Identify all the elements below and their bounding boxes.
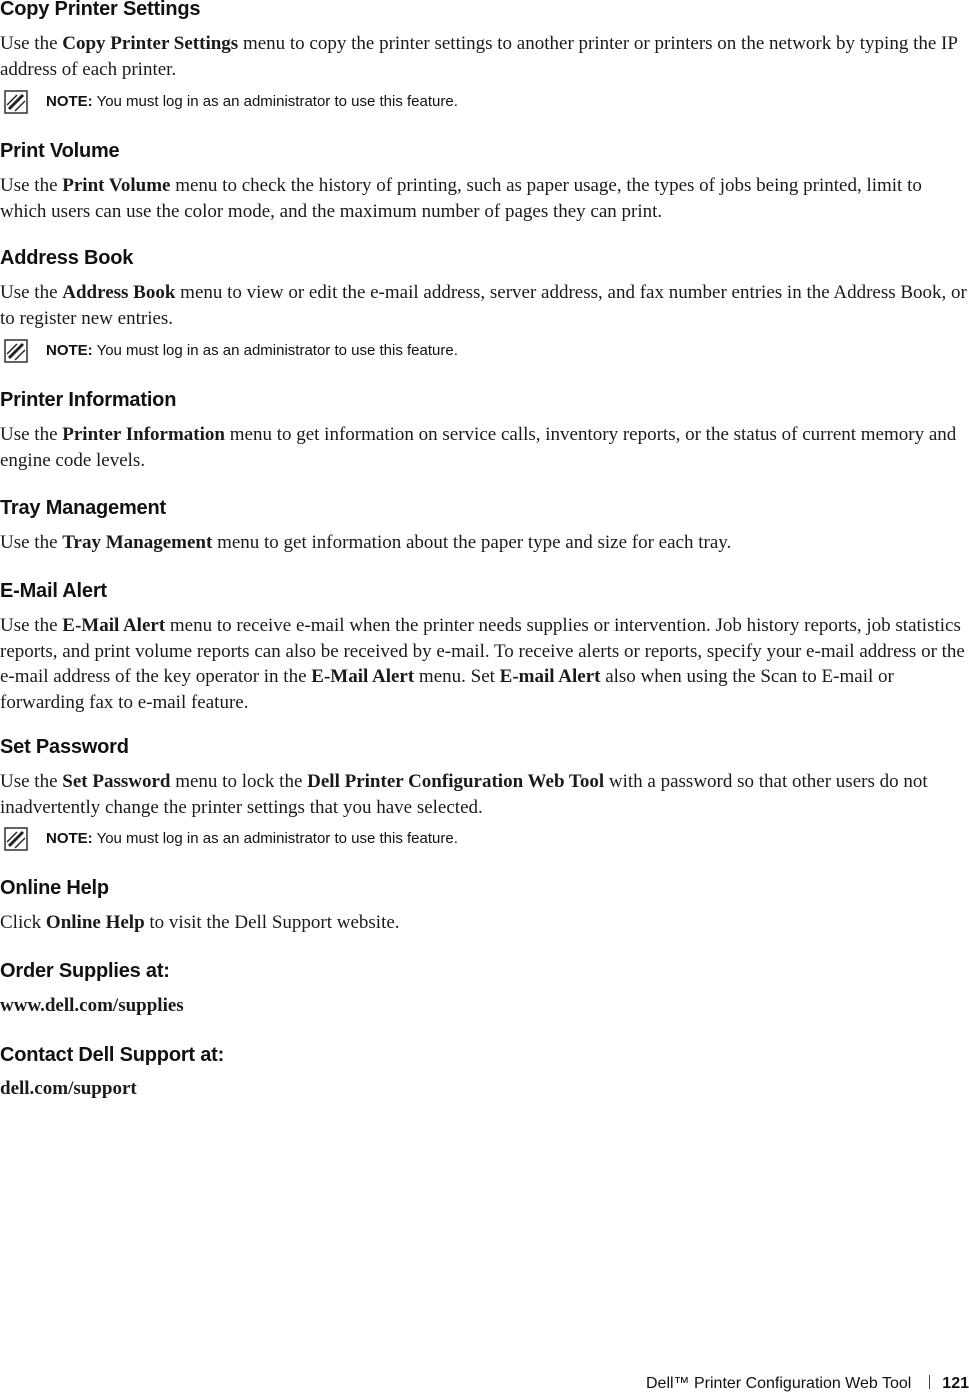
supplies-url-link[interactable]: www.dell.com/supplies xyxy=(0,995,184,1016)
note-text: NOTE: You must log in as an administrator to use this feature. xyxy=(46,342,458,359)
term-copy-printer-settings: Copy Printer Settings xyxy=(62,33,239,54)
heading-address-book: Address Book xyxy=(0,247,134,269)
heading-set-password: Set Password xyxy=(0,736,129,758)
note-pencil-icon xyxy=(4,827,28,851)
note-text: NOTE: You must log in as an administrator to use this feature. xyxy=(46,830,458,847)
support-url-link[interactable]: dell.com/support xyxy=(0,1078,137,1099)
footer-title: Dell™ Printer Configuration Web Tool xyxy=(645,1375,912,1392)
heading-printer-information: Printer Information xyxy=(0,389,177,411)
term-email-alert-3: E-mail Alert xyxy=(499,666,601,687)
term-print-volume: Print Volume xyxy=(62,175,171,196)
paragraph-email-alert: Use the E-Mail Alert menu to receive e-mail when the printer needs supplies or intervention. Job history reports, job statistics reports, and print volume reports can also be received by e-mail. To receive alerts or reports, specify your e-mail address or the e-mail address of the key operator in the E-Mail Alert menu. Set E-mail Alert also when using the Scan to E-mail or forwarding fax to e-mail feature. xyxy=(0,615,965,713)
heading-contact-support: Contact Dell Support at: xyxy=(0,1044,225,1066)
term-email-alert: E-Mail Alert xyxy=(62,615,166,636)
heading-email-alert: E-Mail Alert xyxy=(0,580,107,602)
note-admin-3 xyxy=(0,827,969,853)
note-text: NOTE: You must log in as an administrator to use this feature. xyxy=(46,93,458,110)
note-pencil-icon xyxy=(4,90,28,114)
paragraph-copy-printer-settings: Use the Copy Printer Settings menu to copy the printer settings to another printer or printers on the network by typing the IP address of each printer. xyxy=(0,33,958,80)
heading-print-volume: Print Volume xyxy=(0,140,120,162)
paragraph-address-book: Use the Address Book menu to view or edit the e-mail address, server address, and fax number entries in the Address Book, or to register new entries. xyxy=(0,282,967,329)
paragraph-print-volume: Use the Print Volume menu to check the history of printing, such as paper usage, the types of jobs being printed, limit to which users can use the color mode, and the maximum number of pages they can print. xyxy=(0,175,922,222)
note-admin-2 xyxy=(0,339,969,365)
page-footer xyxy=(646,1374,969,1394)
note-pencil-icon xyxy=(4,339,28,363)
term-dell-printer-configuration-web-tool: Dell Printer Configuration Web Tool xyxy=(307,771,605,792)
term-address-book: Address Book xyxy=(62,282,176,303)
heading-copy-printer-settings: Copy Printer Settings xyxy=(0,0,201,20)
heading-online-help: Online Help xyxy=(0,877,109,899)
paragraph-online-help: Click Online Help to visit the Dell Support website. xyxy=(0,912,400,933)
term-email-alert-2: E-Mail Alert xyxy=(311,666,415,687)
heading-order-supplies: Order Supplies at: xyxy=(0,960,170,982)
paragraph-printer-information: Use the Printer Information menu to get information on service calls, inventory reports, or the status of current memory and engine code levels. xyxy=(0,424,957,471)
note-admin-1 xyxy=(0,90,969,116)
paragraph-tray-management: Use the Tray Management menu to get information about the paper type and size for each tray. xyxy=(0,532,732,553)
footer-divider xyxy=(929,1375,930,1389)
page-number: 121 xyxy=(942,1375,969,1392)
term-set-password: Set Password xyxy=(62,771,171,792)
paragraph-set-password: Use the Set Password menu to lock the Dell Printer Configuration Web Tool with a password so that other users do not inadvertently change the printer settings that you have selected. xyxy=(0,771,928,818)
heading-tray-management: Tray Management xyxy=(0,497,166,519)
term-tray-management: Tray Management xyxy=(62,532,213,553)
term-printer-information: Printer Information xyxy=(62,424,225,445)
online-help-link[interactable]: Online Help xyxy=(45,912,145,933)
